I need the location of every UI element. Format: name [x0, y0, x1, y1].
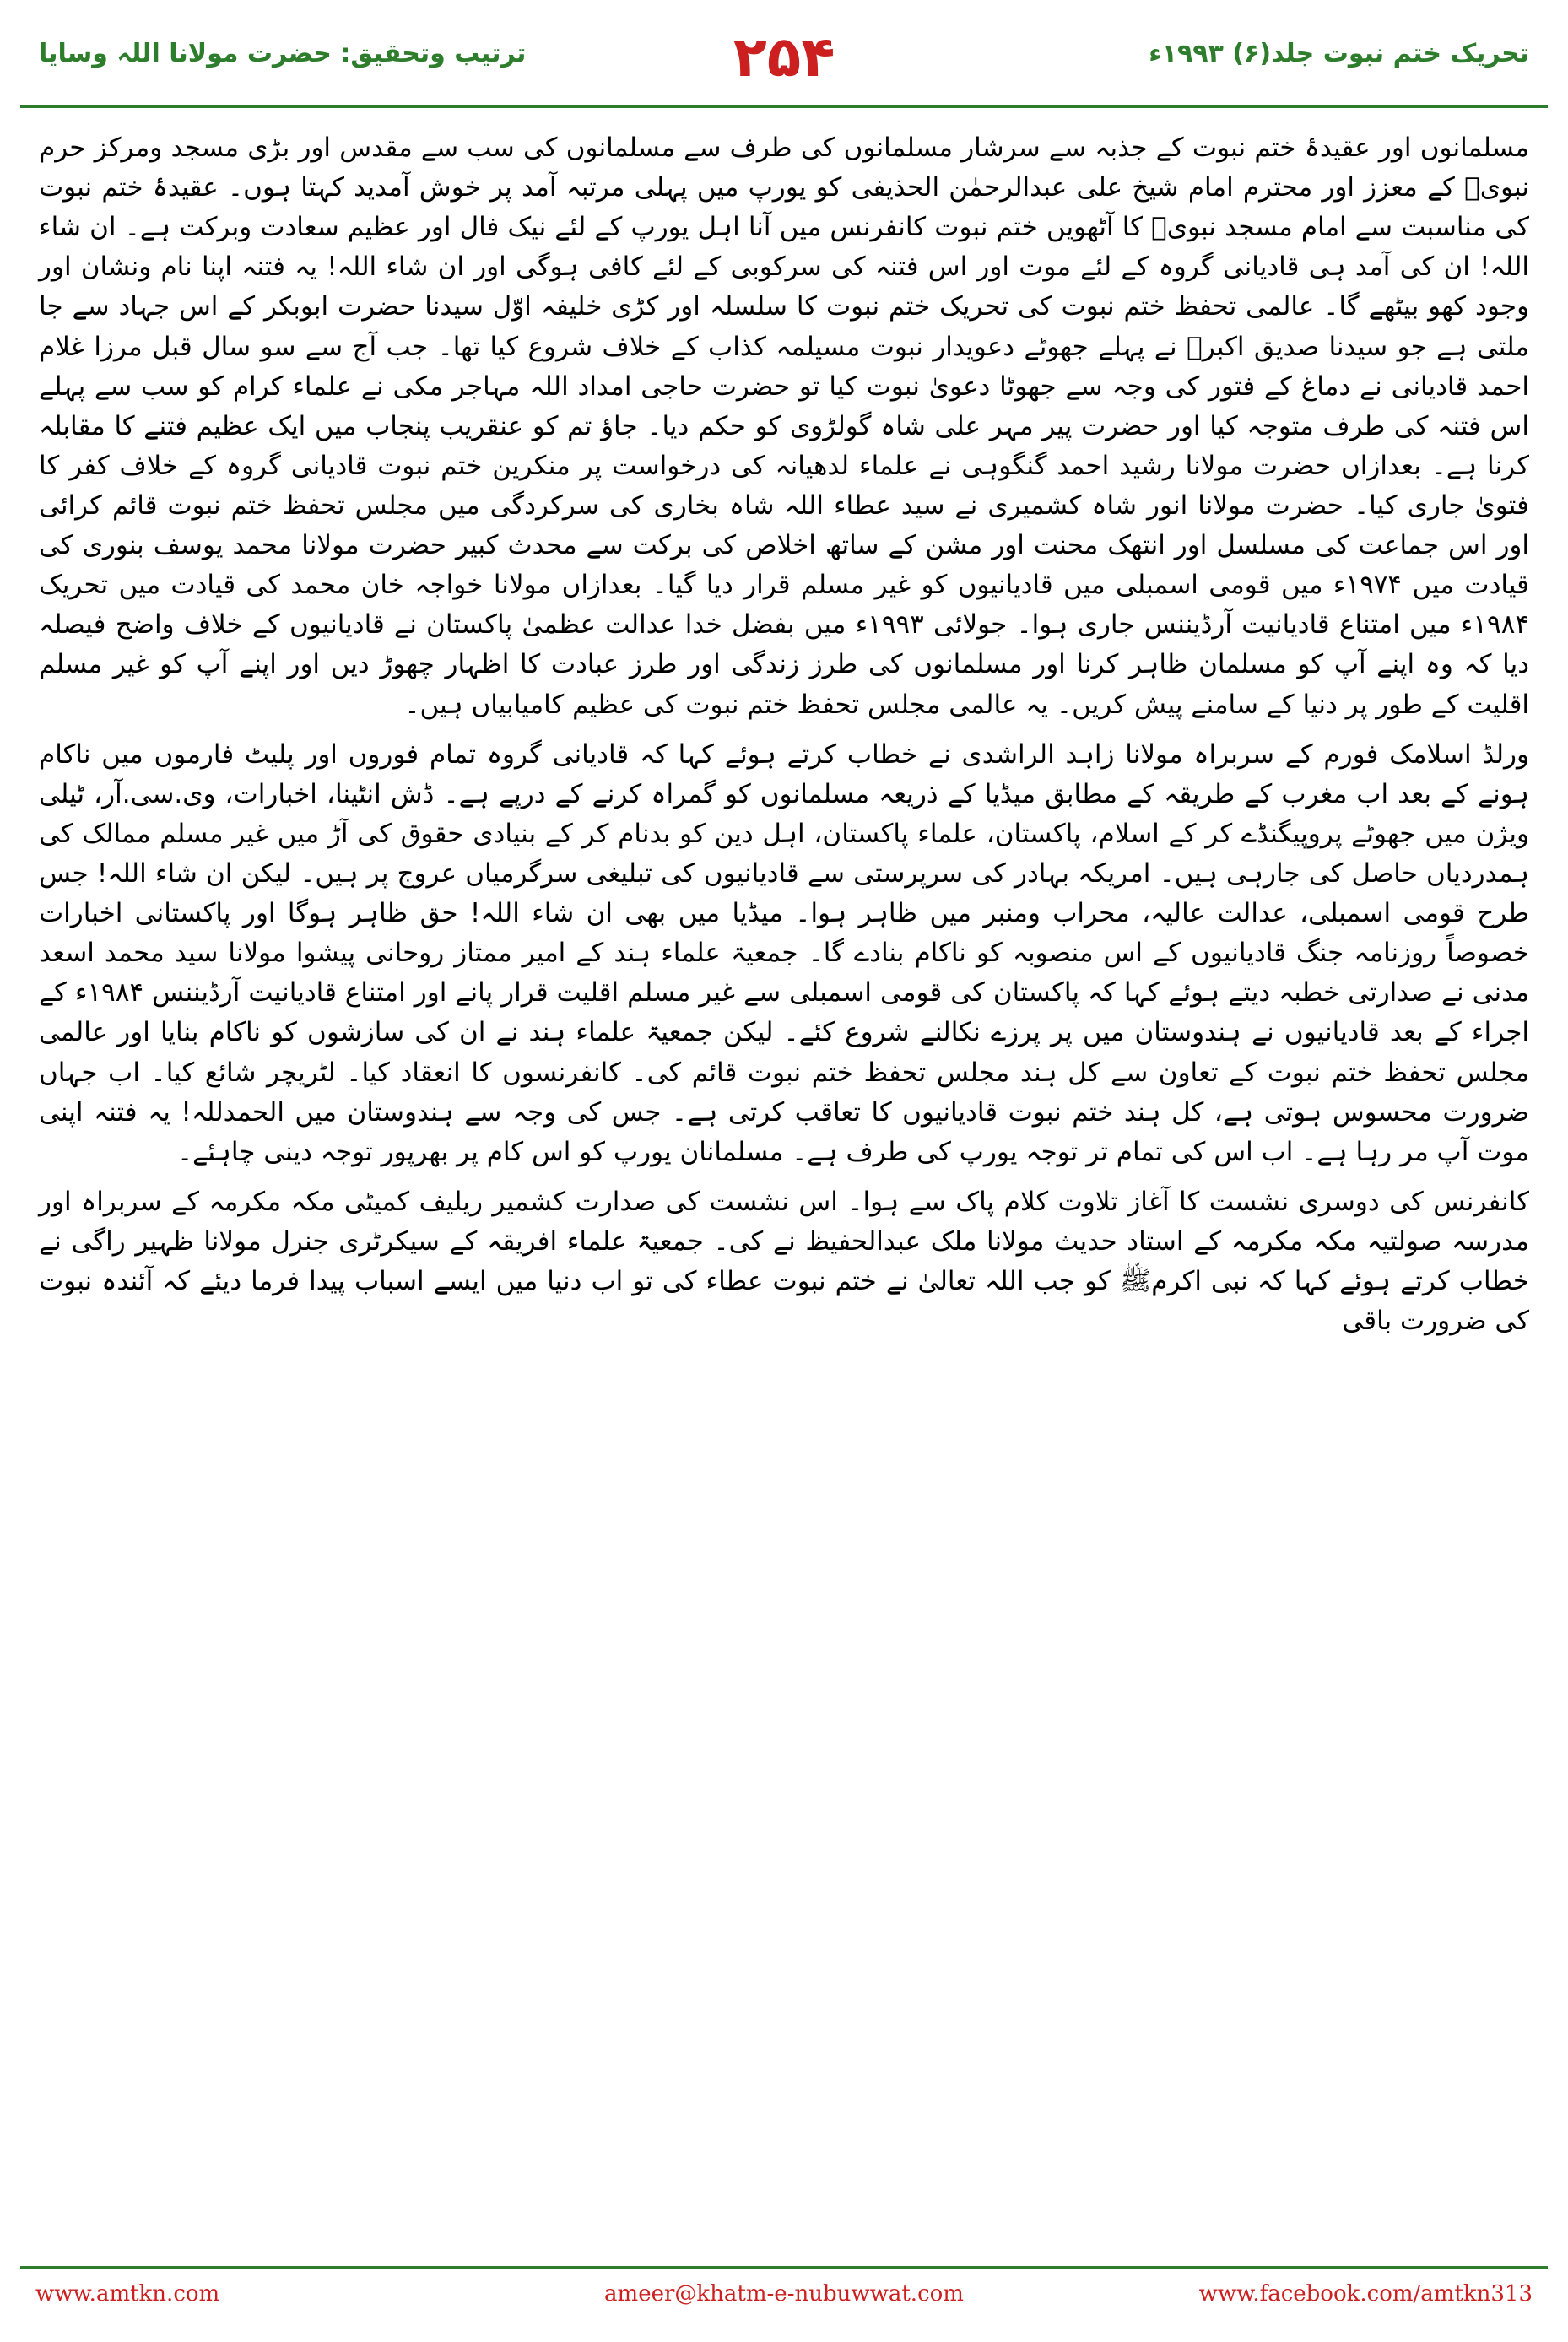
paragraph-1: مسلمانوں اور عقیدۂ ختم نبوت کے جذبہ سے سرشار مسلمانوں کی طرف سے مسلمانوں کی سب سے مقدس اور بڑی مسجد ومرکز حرم نبویﷺ کے معزز اور محترم امام شیخ علی عبدالرحمٰن الحذیفی کو یورپ میں پہلی مرتبہ آمد پر خوش آمدید کہتا ہوں۔ عقیدۂ ختم نبوت کی مناسبت سے امام مسجد نبویﷺ کا آٹھویں ختم نبوت کانفرنس میں آنا اہل یورپ کے لئے نیک فال اور عظیم سعادت وبرکت ہے۔ ان شاء اللہ! ان کی آمد ہی قادیانی گروہ کے لئے موت اور اس فتنہ کی سرکوبی کے لئے کافی ہوگی اور ان شاء اللہ! یہ فتنہ اپنا نام ونشان اور وجود کھو بیٹھے گا۔ عالمی تحفظ ختم نبوت کی تحریک ختم نبوت کا سلسلہ اور کڑی خلیفہ اوّل سیدنا حضرت ابوبکر کے اس جہاد سے جا ملتی ہے جو سیدنا صدیق اکبرؓ نے پہلے جھوٹے دعویدار نبوت مسیلمہ کذاب کے خلاف شروع کیا تھا۔ جب آج سے سو سال قبل مرزا غلام احمد قادیانی نے دماغ کے فتور کی وجہ سے جھوٹا دعویٰ نبوت کیا تو حضرت حاجی امداد اللہ مہاجر مکی نے علماء کرام کو سب سے پہلے اس فتنہ کی طرف متوجہ کیا اور حضرت پیر مہر علی شاہ گولڑوی کو حکم دیا۔ جاؤ تم کو عنقریب پنجاب میں ایک عظیم فتنے کا مقابلہ کرنا ہے۔ بعدازاں حضرت مولانا رشید احمد گنگوہی نے علماء لدھیانہ کی درخواست پر منکرین ختم نبوت قادیانی گروہ کے خلاف کفر کا فتویٰ جاری کیا۔ حضرت مولانا انور شاہ کشمیری نے سید عطاء اللہ شاہ بخاری کی سرکردگی میں مجلس تحفظ ختم نبوت قائم کرائی اور اس جماعت کی مسلسل اور انتھک محنت اور مشن کے ساتھ اخلاص کی برکت سے محدث کبیر حضرت مولانا محمد یوسف بنوری کی قیادت میں ۱۹۷۴ء میں قومی اسمبلی میں قادیانیوں کو غیر مسلم قرار دیا گیا۔ بعدازاں مولانا خواجہ خان محمد کی قیادت میں تحریک ۱۹۸۴ء میں امتناع قادیانیت آرڈیننس جاری ہوا۔ جولائی ۱۹۹۳ء میں بفضل خدا عدالت عظمیٰ پاکستان نے قادیانیوں کے خلاف واضح فیصلہ دیا کہ وہ اپنے آپ کو مسلمان ظاہر کرنا اور مسلمانوں کی طرز زندگی اور طرز عبادت کا اظہار چھوڑ دیں اور اپنے آپ کو غیر مسلم اقلیت کے طور پر دنیا کے سامنے پیش کریں۔ یہ عالمی مجلس تحفظ ختم نبوت کی عظیم کامیابیاں ہیں۔ [39, 133, 1529, 720]
email-link[interactable]: ameer@khatm-e-nubuwwat.com [604, 2281, 964, 2307]
header-divider [20, 105, 1548, 108]
page-footer [20, 2266, 1548, 2322]
facebook-link[interactable]: www.facebook.com/amtkn313 [1198, 2281, 1533, 2307]
page-number: ۲۵۴ [733, 24, 835, 89]
book-title: تحریک ختم نبوت جلد(۶) ۱۹۹۳ء [1149, 39, 1529, 68]
article-body [39, 128, 1529, 2217]
website-link[interactable]: www.amtkn.com [35, 2281, 220, 2307]
paragraph-2: ورلڈ اسلامک فورم کے سربراہ مولانا زاہد الراشدی نے خطاب کرتے ہوئے کہا کہ قادیانی گروہ تمام فوروں اور پلیٹ فارموں میں ناکام ہونے کے بعد اب مغرب کے طریقہ کے مطابق میڈیا کے ذریعہ مسلمانوں کو گمراہ کرنے کے درپے ہے۔ ڈش انٹینا، اخبارات، وی.سی.آر، ٹیلی ویژن میں جھوٹے پروپیگنڈے کر کے اسلام، پاکستان، علماء پاکستان، اہل دین کو بدنام کر کے بنیادی حقوق کی آڑ میں غیر مسلم ممالک کی ہمدردیاں حاصل کی جارہی ہیں۔ امریکہ بہادر کی سرپرستی سے قادیانیوں کی تبلیغی سرگرمیاں عروج پر ہیں۔ لیکن ان شاء اللہ! جس طرح قومی اسمبلی، عدالت عالیہ، محراب ومنبر میں ظاہر ہوا۔ میڈیا میں بھی ان شاء اللہ! حق ظاہر ہوگا اور پاکستانی اخبارات خصوصاً روزنامہ جنگ قادیانیوں کے اس منصوبہ کو ناکام بنادے گا۔ جمعیۃ علماء ہند کے امیر ممتاز روحانی پیشوا مولانا سید محمد اسعد مدنی نے صدارتی خطبہ دیتے ہوئے کہا کہ پاکستان کی قومی اسمبلی سے غیر مسلم اقلیت قرار پانے اور امتناع قادیانیت آرڈیننس ۱۹۸۴ء کے اجراء کے بعد قادیانیوں نے ہندوستان میں پر پرزے نکالنے شروع کئے۔ لیکن جمعیۃ علماء ہند نے ان کی سازشوں کو ناکام بنایا اور عالمی مجلس تحفظ ختم نبوت کے تعاون سے کل ہند مجلس تحفظ ختم نبوت قائم کی۔ کانفرنسوں کا انعقاد کیا۔ لٹریچر شائع کیا۔ اب جہاں ضرورت محسوس ہوتی ہے، کل ہند ختم نبوت قادیانیوں کا تعاقب کرتی ہے۔ جس کی وجہ سے ہندوستان میں الحمدللہ! یہ فتنہ اپنی موت آپ مر رہا ہے۔ اب اس کی تمام تر توجہ یورپ کی طرف ہے۔ مسلمانان یورپ کو اس کام پر بھرپور توجہ دینی چاہئے۔ [39, 738, 1529, 1167]
paragraph-3: کانفرنس کی دوسری نشست کا آغاز تلاوت کلام پاک سے ہوا۔ اس نشست کی صدارت کشمیر ریلیف کمیٹی مکہ مکرمہ کے سربراہ اور مدرسہ صولتیہ مکہ مکرمہ کے استاد حدیث مولانا ملک عبدالحفیظ نے کی۔ جمعیۃ علماء افریقہ کے سیکرٹری جنرل مولانا ظہیر راگی نے خطاب کرتے ہوئے کہا کہ نبی اکرمﷺ کو جب اللہ تعالیٰ نے ختم نبوت عطاء کی تو اب دنیا میں ایسے اسباب پیدا فرما دیئے کہ آئندہ نبوت کی ضرورت باقی [39, 1186, 1529, 1337]
page-header [20, 24, 1548, 125]
compiler-title: ترتیب وتحقیق: حضرت مولانا اللہ وسایا [39, 39, 527, 68]
